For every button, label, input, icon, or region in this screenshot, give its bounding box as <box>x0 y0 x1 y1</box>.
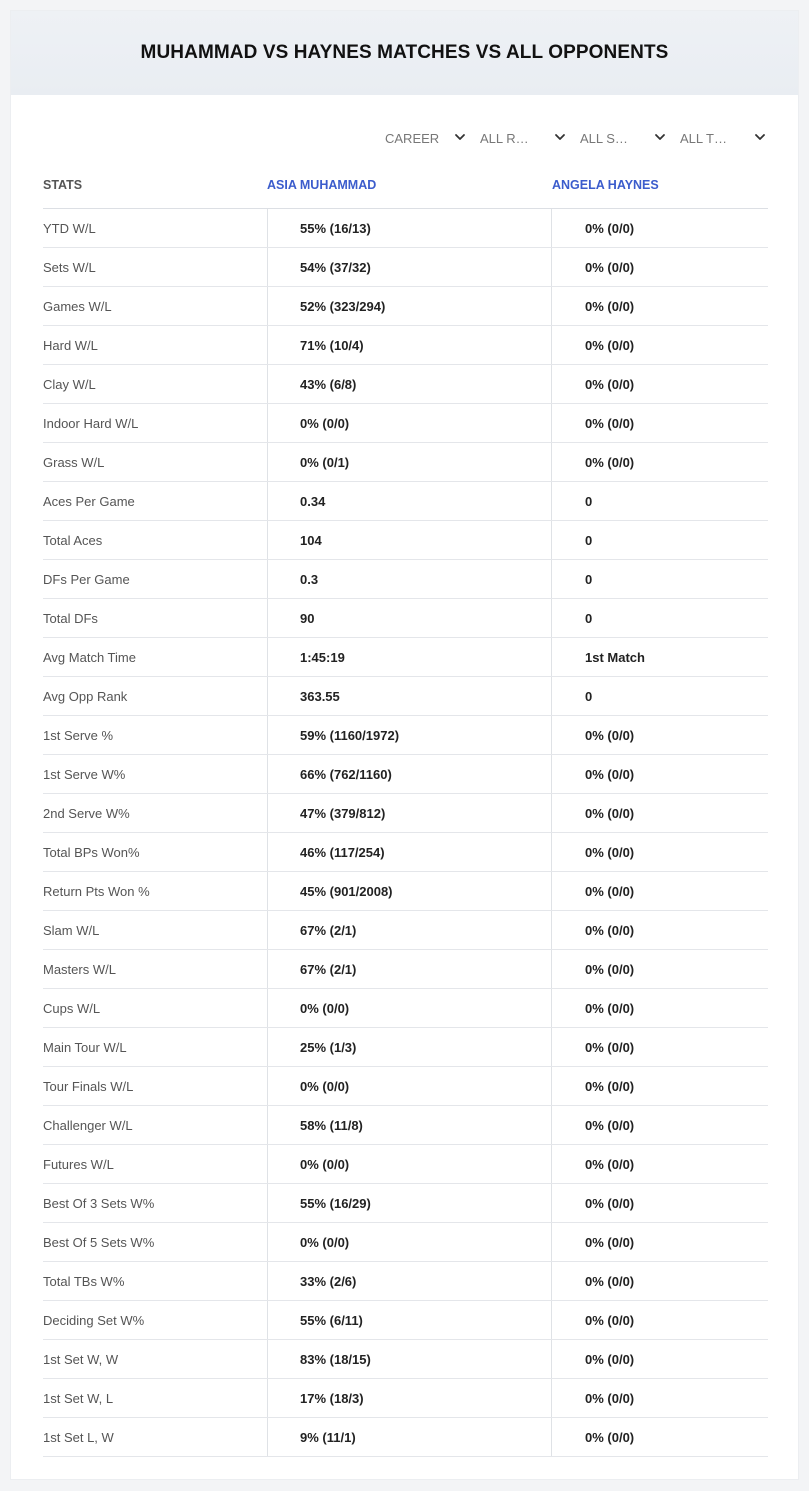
table-row <box>43 1340 768 1379</box>
player1-value: 0% (0/1) <box>267 443 551 481</box>
stat-label: Avg Match Time <box>43 649 136 665</box>
table-row <box>43 482 768 521</box>
player2-value: 0% (0/0) <box>551 1340 768 1378</box>
filter-round-select[interactable] <box>480 127 567 149</box>
stat-label: Return Pts Won % <box>43 883 150 899</box>
player2-value: 1st Match <box>551 638 768 676</box>
table-row <box>43 755 768 794</box>
filter-label: CAREER <box>385 130 440 146</box>
page-title: MUHAMMAD VS HAYNES MATCHES VS ALL OPPONENTS <box>140 42 669 63</box>
player1-value: 47% (379/812) <box>267 794 551 832</box>
table-row <box>43 1379 768 1418</box>
table-row <box>43 248 768 287</box>
table-row <box>43 1028 768 1067</box>
table-row <box>43 1418 768 1457</box>
table-row <box>43 365 768 404</box>
table-row <box>43 1145 768 1184</box>
stat-label: DFs Per Game <box>43 571 130 587</box>
table-row <box>43 1301 768 1340</box>
stats-card <box>10 10 799 1480</box>
player2-value: 0% (0/0) <box>551 209 768 247</box>
player1-value: 0% (0/0) <box>267 989 551 1027</box>
chevron-down-icon <box>453 130 467 144</box>
player1-value: 1:45:19 <box>267 638 551 676</box>
player1-value: 43% (6/8) <box>267 365 551 403</box>
player1-value: 9% (11/1) <box>267 1418 551 1456</box>
player2-value: 0% (0/0) <box>551 1223 768 1261</box>
filter-label: ALL S… <box>580 130 628 146</box>
stat-label: Avg Opp Rank <box>43 688 128 704</box>
stat-label: Total Aces <box>43 532 103 548</box>
player1-value: 67% (2/1) <box>267 911 551 949</box>
table-row <box>43 872 768 911</box>
player2-value: 0% (0/0) <box>551 365 768 403</box>
player2-link[interactable]: ANGELA HAYNES <box>552 178 659 192</box>
table-row <box>43 950 768 989</box>
stat-label: 2nd Serve W% <box>43 805 130 821</box>
player2-value: 0% (0/0) <box>551 1184 768 1222</box>
player2-value: 0% (0/0) <box>551 716 768 754</box>
stat-label: Masters W/L <box>43 961 116 977</box>
table-row <box>43 599 768 638</box>
table-row <box>43 209 768 248</box>
stat-label: Hard W/L <box>43 337 98 353</box>
stat-label: Total DFs <box>43 610 98 626</box>
player1-value: 0.34 <box>267 482 551 520</box>
player1-value: 71% (10/4) <box>267 326 551 364</box>
filter-label: ALL R… <box>480 130 529 146</box>
stat-label: Indoor Hard W/L <box>43 415 139 431</box>
player1-value: 0.3 <box>267 560 551 598</box>
player1-value: 66% (762/1160) <box>267 755 551 793</box>
stat-label: Best Of 5 Sets W% <box>43 1234 155 1250</box>
player2-value: 0 <box>551 677 768 715</box>
player1-value: 0% (0/0) <box>267 1145 551 1183</box>
player1-value: 52% (323/294) <box>267 287 551 325</box>
table-row <box>43 287 768 326</box>
stat-label: Grass W/L <box>43 454 105 470</box>
stat-label: Challenger W/L <box>43 1117 133 1133</box>
column-header-stats: STATS <box>43 178 83 192</box>
table-row <box>43 1223 768 1262</box>
player1-value: 59% (1160/1972) <box>267 716 551 754</box>
stat-label: Aces Per Game <box>43 493 135 509</box>
stat-label: Sets W/L <box>43 259 96 275</box>
player2-value: 0% (0/0) <box>551 248 768 286</box>
stat-label: Main Tour W/L <box>43 1039 127 1055</box>
stat-label: 1st Set L, W <box>43 1429 114 1445</box>
stat-label: Slam W/L <box>43 922 100 938</box>
table-row <box>43 794 768 833</box>
player2-value: 0 <box>551 521 768 559</box>
player2-value: 0 <box>551 560 768 598</box>
table-row <box>43 638 768 677</box>
table-row <box>43 560 768 599</box>
table-row <box>43 833 768 872</box>
player2-value: 0% (0/0) <box>551 833 768 871</box>
player1-value: 33% (2/6) <box>267 1262 551 1300</box>
filter-label: ALL T… <box>680 130 727 146</box>
player2-value: 0% (0/0) <box>551 1067 768 1105</box>
player2-value: 0% (0/0) <box>551 443 768 481</box>
table-row <box>43 326 768 365</box>
table-header-row <box>43 161 768 209</box>
player2-value: 0% (0/0) <box>551 404 768 442</box>
player1-link[interactable]: ASIA MUHAMMAD <box>267 178 377 192</box>
stats-table <box>43 161 768 1457</box>
table-row <box>43 716 768 755</box>
table-row <box>43 1106 768 1145</box>
player1-value: 0% (0/0) <box>267 404 551 442</box>
stat-label: Total BPs Won% <box>43 844 140 860</box>
player1-value: 55% (16/13) <box>267 209 551 247</box>
stat-label: Clay W/L <box>43 376 96 392</box>
player1-value: 45% (901/2008) <box>267 872 551 910</box>
stat-label: Cups W/L <box>43 1000 101 1016</box>
table-row <box>43 989 768 1028</box>
stat-label: Tour Finals W/L <box>43 1078 134 1094</box>
player2-value: 0% (0/0) <box>551 1379 768 1417</box>
table-row <box>43 521 768 560</box>
stat-label: Futures W/L <box>43 1156 114 1172</box>
player2-value: 0% (0/0) <box>551 1301 768 1339</box>
table-body <box>43 209 768 1457</box>
player1-value: 83% (18/15) <box>267 1340 551 1378</box>
player1-value: 54% (37/32) <box>267 248 551 286</box>
chevron-down-icon <box>553 130 567 144</box>
player2-value: 0% (0/0) <box>551 989 768 1027</box>
table-row <box>43 1184 768 1223</box>
chevron-down-icon <box>753 130 767 144</box>
filter-surface-select[interactable] <box>580 127 667 149</box>
filter-career-select[interactable] <box>385 127 467 149</box>
card-header <box>11 11 798 95</box>
player2-value: 0% (0/0) <box>551 911 768 949</box>
table-row <box>43 911 768 950</box>
player2-value: 0 <box>551 482 768 520</box>
stat-label: 1st Serve W% <box>43 766 126 782</box>
player1-value: 25% (1/3) <box>267 1028 551 1066</box>
player2-value: 0% (0/0) <box>551 1145 768 1183</box>
table-row <box>43 1262 768 1301</box>
stat-label: Games W/L <box>43 298 112 314</box>
stat-label: 1st Set W, W <box>43 1351 119 1367</box>
player2-value: 0 <box>551 599 768 637</box>
table-row <box>43 443 768 482</box>
player1-value: 55% (6/11) <box>267 1301 551 1339</box>
player1-value: 17% (18/3) <box>267 1379 551 1417</box>
player1-value: 0% (0/0) <box>267 1223 551 1261</box>
table-row <box>43 1067 768 1106</box>
player2-value: 0% (0/0) <box>551 1106 768 1144</box>
stat-label: Total TBs W% <box>43 1273 125 1289</box>
stat-label: 1st Serve % <box>43 727 114 743</box>
player1-value: 363.55 <box>267 677 551 715</box>
player1-value: 90 <box>267 599 551 637</box>
stat-label: YTD W/L <box>43 220 96 236</box>
filter-tournament-select[interactable] <box>680 127 767 149</box>
stat-label: 1st Set W, L <box>43 1390 114 1406</box>
player2-value: 0% (0/0) <box>551 1028 768 1066</box>
player1-value: 46% (117/254) <box>267 833 551 871</box>
table-row <box>43 404 768 443</box>
player2-value: 0% (0/0) <box>551 287 768 325</box>
chevron-down-icon <box>653 130 667 144</box>
player1-value: 0% (0/0) <box>267 1067 551 1105</box>
player2-value: 0% (0/0) <box>551 1418 768 1456</box>
player1-value: 67% (2/1) <box>267 950 551 988</box>
filter-bar <box>11 127 800 149</box>
stat-label: Deciding Set W% <box>43 1312 145 1328</box>
player2-value: 0% (0/0) <box>551 872 768 910</box>
player1-value: 55% (16/29) <box>267 1184 551 1222</box>
player2-value: 0% (0/0) <box>551 794 768 832</box>
table-row <box>43 677 768 716</box>
player2-value: 0% (0/0) <box>551 326 768 364</box>
player2-value: 0% (0/0) <box>551 1262 768 1300</box>
player2-value: 0% (0/0) <box>551 755 768 793</box>
player1-value: 104 <box>267 521 551 559</box>
player2-value: 0% (0/0) <box>551 950 768 988</box>
player1-value: 58% (11/8) <box>267 1106 551 1144</box>
stat-label: Best Of 3 Sets W% <box>43 1195 155 1211</box>
